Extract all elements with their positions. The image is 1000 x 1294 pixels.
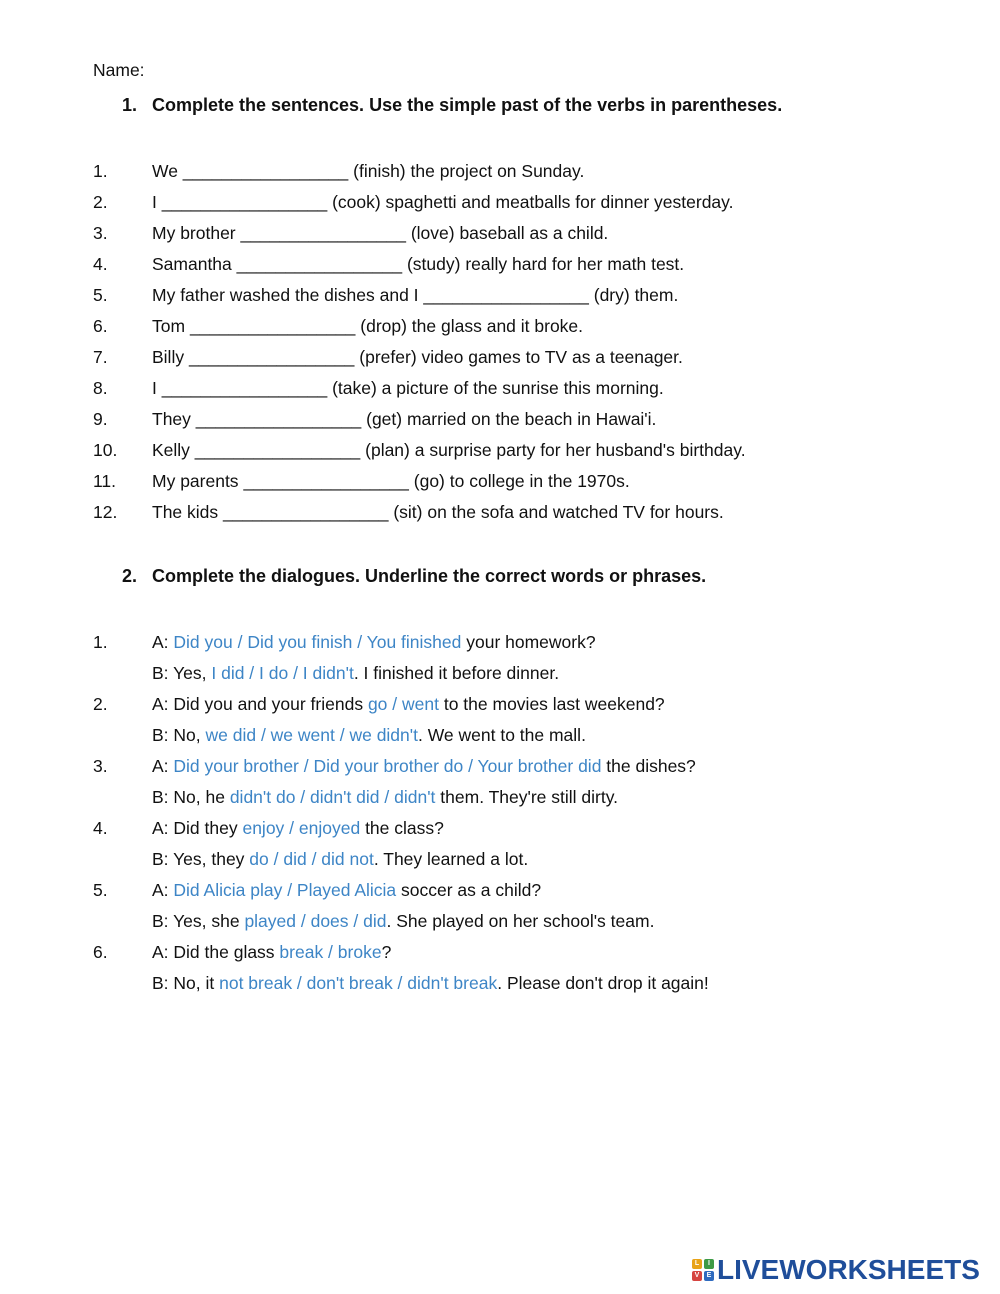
- item-after: (take) a picture of the sunrise this morning.: [327, 378, 664, 398]
- item-number: 3.: [93, 223, 108, 243]
- item-text: [152, 315, 583, 337]
- section-2-title: Complete the dialogues. Underline the correct words or phrases.: [152, 566, 707, 586]
- answer-blank[interactable]: _________________: [188, 347, 355, 367]
- item-number: 4.: [93, 254, 108, 274]
- item-after: (love) baseball as a child.: [405, 223, 609, 243]
- answer-blank[interactable]: _________________: [182, 161, 349, 181]
- item-before: They: [152, 409, 196, 429]
- item-number: 7.: [93, 347, 108, 367]
- answer-choices[interactable]: do / did / did not: [249, 849, 374, 869]
- item-after: (sit) on the sofa and watched TV for hours.: [388, 502, 724, 522]
- item-text: [152, 191, 733, 213]
- item-before: My parents: [152, 471, 244, 491]
- item-after: (finish) the project on Sunday.: [348, 161, 585, 181]
- item-text: [152, 408, 656, 430]
- line-before: A: Did they: [152, 818, 243, 838]
- section-1-title: Complete the sentences. Use the simple past of the verbs in parentheses.: [152, 95, 783, 115]
- line-before: A:: [152, 880, 174, 900]
- line-before: A:: [152, 756, 174, 776]
- line-before: A: Did the glass: [152, 942, 280, 962]
- item-before: Billy: [152, 347, 189, 367]
- answer-blank[interactable]: _________________: [189, 316, 356, 336]
- answer-choices[interactable]: Did you / Did you finish / You finished: [173, 632, 462, 652]
- logo-mark-letter: I: [704, 1259, 714, 1269]
- line-after: them. They're still dirty.: [435, 787, 619, 807]
- liveworksheets-logo: [692, 1255, 980, 1285]
- item-after: (dry) them.: [588, 285, 679, 305]
- item-number: 11.: [93, 471, 117, 491]
- item-number: 2.: [93, 694, 108, 714]
- item-number: 4.: [93, 818, 108, 838]
- item-number: 10.: [93, 440, 118, 460]
- answer-blank[interactable]: _________________: [423, 285, 589, 305]
- line-after: the class?: [360, 818, 444, 838]
- line-after: . We went to the mall.: [417, 725, 586, 745]
- dialogue-text: [152, 972, 709, 994]
- line-before: B: No, he: [152, 787, 230, 807]
- answer-blank[interactable]: _________________: [243, 471, 409, 491]
- item-after: (drop) the glass and it broke.: [355, 316, 584, 336]
- line-after: . I finished it before dinner.: [353, 663, 560, 683]
- item-number: 9.: [93, 409, 108, 429]
- item-after: (study) really hard for her math test.: [402, 254, 685, 274]
- item-number: 5.: [93, 880, 108, 900]
- answer-choices[interactable]: we did / we went / we didn't: [205, 725, 418, 745]
- dialogue-text: [152, 662, 559, 684]
- item-before: My brother: [152, 223, 241, 243]
- section-1-heading: [122, 94, 782, 116]
- answer-choices[interactable]: Did Alicia play / Played Alicia: [173, 880, 397, 900]
- item-text: [152, 346, 683, 368]
- item-after: (cook) spaghetti and meatballs for dinner yesterday.: [327, 192, 734, 212]
- item-text: [152, 439, 746, 461]
- item-text: [152, 501, 724, 523]
- dialogue-text: [152, 879, 541, 901]
- item-number: 3.: [93, 756, 108, 776]
- item-before: Tom: [152, 316, 190, 336]
- item-text: [152, 377, 664, 399]
- item-before: We: [152, 161, 183, 181]
- section-2-heading: [122, 565, 706, 587]
- logo-text: LIVEWORKSHEETS: [717, 1254, 980, 1285]
- item-number: 5.: [93, 285, 108, 305]
- line-after: soccer as a child?: [396, 880, 542, 900]
- answer-blank[interactable]: _________________: [194, 440, 361, 460]
- line-before: B: Yes,: [152, 663, 212, 683]
- item-number: 2.: [93, 192, 108, 212]
- item-number: 1.: [93, 632, 108, 652]
- dialogue-text: [152, 941, 391, 963]
- answer-blank[interactable]: _________________: [223, 502, 389, 522]
- item-after: (get) married on the beach in Hawai'i.: [361, 409, 657, 429]
- line-after: . She played on her school's team.: [386, 911, 655, 931]
- answer-choices[interactable]: go / went: [367, 694, 439, 714]
- line-after: to the movies last weekend?: [438, 694, 665, 714]
- item-text: [152, 253, 684, 275]
- logo-mark-letter: L: [692, 1259, 702, 1269]
- line-after: your homework?: [461, 632, 596, 652]
- item-number: 12.: [93, 502, 118, 522]
- item-text: [152, 222, 608, 244]
- dialogue-text: [152, 817, 444, 839]
- answer-choices[interactable]: I did / I do / I didn't: [211, 663, 354, 683]
- line-after: ?: [381, 942, 392, 962]
- answer-blank[interactable]: _________________: [161, 378, 328, 398]
- dialogue-text: [152, 848, 528, 870]
- logo-mark-icon: [692, 1259, 714, 1281]
- answer-blank[interactable]: _________________: [236, 254, 403, 274]
- line-before: B: Yes, she: [152, 911, 245, 931]
- line-before: A:: [152, 632, 174, 652]
- dialogue-text: [152, 693, 665, 715]
- answer-choices[interactable]: played / does / did: [244, 911, 387, 931]
- item-before: The kids: [152, 502, 223, 522]
- line-before: A: Did you and your friends: [152, 694, 368, 714]
- item-number: 6.: [93, 316, 108, 336]
- item-text: [152, 284, 678, 306]
- line-before: B: No, it: [152, 973, 220, 993]
- dialogue-text: [152, 755, 696, 777]
- line-after: the dishes?: [601, 756, 696, 776]
- answer-blank[interactable]: _________________: [161, 192, 328, 212]
- dialogue-text: [152, 910, 654, 932]
- item-number: 1.: [93, 161, 108, 181]
- item-before: Samantha: [152, 254, 237, 274]
- item-after: (go) to college in the 1970s.: [408, 471, 630, 491]
- logo-mark-letter: V: [692, 1271, 702, 1281]
- dialogue-text: [152, 786, 618, 808]
- answer-blank[interactable]: _________________: [240, 223, 406, 243]
- answer-choices[interactable]: didn't do / didn't did / didn't: [229, 787, 436, 807]
- item-text: [152, 160, 584, 182]
- line-after: . Please don't drop it again!: [497, 973, 709, 993]
- section-2-number: 2.: [122, 566, 138, 586]
- answer-choices[interactable]: Did your brother / Did your brother do / Your brother did: [173, 756, 602, 776]
- item-after: (plan) a surprise party for her husband's birthday.: [360, 440, 746, 460]
- item-number: 6.: [93, 942, 108, 962]
- item-before: I: [152, 192, 162, 212]
- item-number: 8.: [93, 378, 108, 398]
- line-before: B: No,: [152, 725, 206, 745]
- line-before: B: Yes, they: [152, 849, 250, 869]
- dialogue-text: [152, 631, 596, 653]
- answer-choices[interactable]: enjoy / enjoyed: [242, 818, 361, 838]
- item-before: I: [152, 378, 162, 398]
- item-text: [152, 470, 630, 492]
- dialogue-text: [152, 724, 586, 746]
- item-before: My father washed the dishes and I: [152, 285, 424, 305]
- name-label: Name:: [93, 60, 145, 80]
- answer-choices[interactable]: break / broke: [279, 942, 382, 962]
- item-after: (prefer) video games to TV as a teenager.: [354, 347, 683, 367]
- answer-blank[interactable]: _________________: [195, 409, 362, 429]
- line-after: . They learned a lot.: [373, 849, 529, 869]
- logo-mark-letter: E: [704, 1271, 714, 1281]
- answer-choices[interactable]: not break / don't break / didn't break: [219, 973, 498, 993]
- item-before: Kelly: [152, 440, 195, 460]
- section-1-number: 1.: [122, 95, 138, 115]
